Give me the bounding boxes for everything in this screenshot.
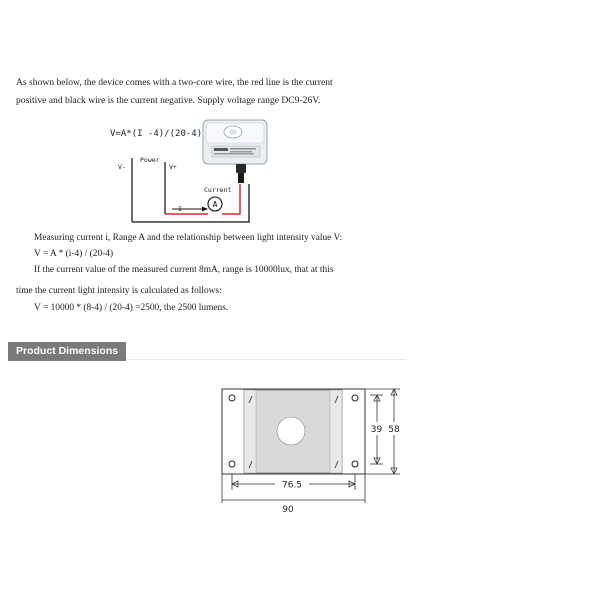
negative-wire xyxy=(132,184,249,222)
wiring-schematic xyxy=(100,112,290,238)
cable-sheath xyxy=(238,173,244,183)
center-hole xyxy=(277,417,305,445)
mount-hole-bottom-left xyxy=(229,461,235,467)
current-label: Current xyxy=(204,186,232,194)
outer-width-value: 90 xyxy=(282,505,294,515)
device-label-line-1 xyxy=(230,148,256,150)
ammeter-symbol: A xyxy=(212,200,218,209)
measurement-line-2: V = A * (i-4) / (20-4) xyxy=(34,249,114,259)
dimension-diagram xyxy=(215,383,415,515)
measurement-text xyxy=(34,230,342,278)
positive-wire-b xyxy=(222,184,240,214)
sensor-device-illustration xyxy=(203,120,267,183)
inner-width-value: 76.5 xyxy=(281,480,303,491)
mount-hole-top-right xyxy=(352,395,358,401)
cable-gland xyxy=(236,164,246,173)
device-label-logo xyxy=(214,148,228,151)
inner-height-value: 39 xyxy=(370,425,383,435)
mount-hole-bottom-right xyxy=(352,461,358,467)
power-label: Power xyxy=(140,156,160,164)
right-ear xyxy=(330,390,342,473)
measurement-line-5: V = 10000 * (8-4) / (20-4) =2500, the 2500 lumens. xyxy=(34,303,229,313)
measurement-line-1: Measuring current i, Range A and the relationship between light intensity value V: xyxy=(34,233,343,243)
device-label-line-2 xyxy=(230,151,252,153)
current-arrow-head xyxy=(202,207,208,212)
left-ear xyxy=(244,390,256,473)
intro-line-2: positive and black wire is the current negative. Supply voltage range DC9-26V. xyxy=(16,95,321,106)
dimension-drawing xyxy=(215,383,415,515)
measurement-line-4: time the current light intensity is calculated as follows: xyxy=(16,286,222,296)
mount-hole-top-left xyxy=(229,395,235,401)
intro-line-1: As shown below, the device comes with a two-core wire, the red line is the current xyxy=(16,77,333,88)
device-sensor-dome xyxy=(229,129,237,135)
measurement-text-continued xyxy=(16,283,222,299)
wiring-diagram xyxy=(100,112,290,238)
device-label-line-3 xyxy=(214,153,254,155)
v-minus-label: V- xyxy=(118,163,126,171)
measurement-result xyxy=(34,300,228,316)
section-heading-product-dimensions: Product Dimensions xyxy=(8,342,126,361)
outer-height-value: 58 xyxy=(388,425,400,435)
v-plus-label: V+ xyxy=(169,163,177,171)
current-i-label: I xyxy=(178,205,182,213)
intro-paragraph xyxy=(16,74,371,110)
measurement-line-3: If the current value of the measured current 8mA, range is 10000lux, that at this xyxy=(34,265,334,275)
section-divider xyxy=(126,359,406,360)
wiring-formula: V=A*(I -4)/(20-4) xyxy=(110,129,203,139)
